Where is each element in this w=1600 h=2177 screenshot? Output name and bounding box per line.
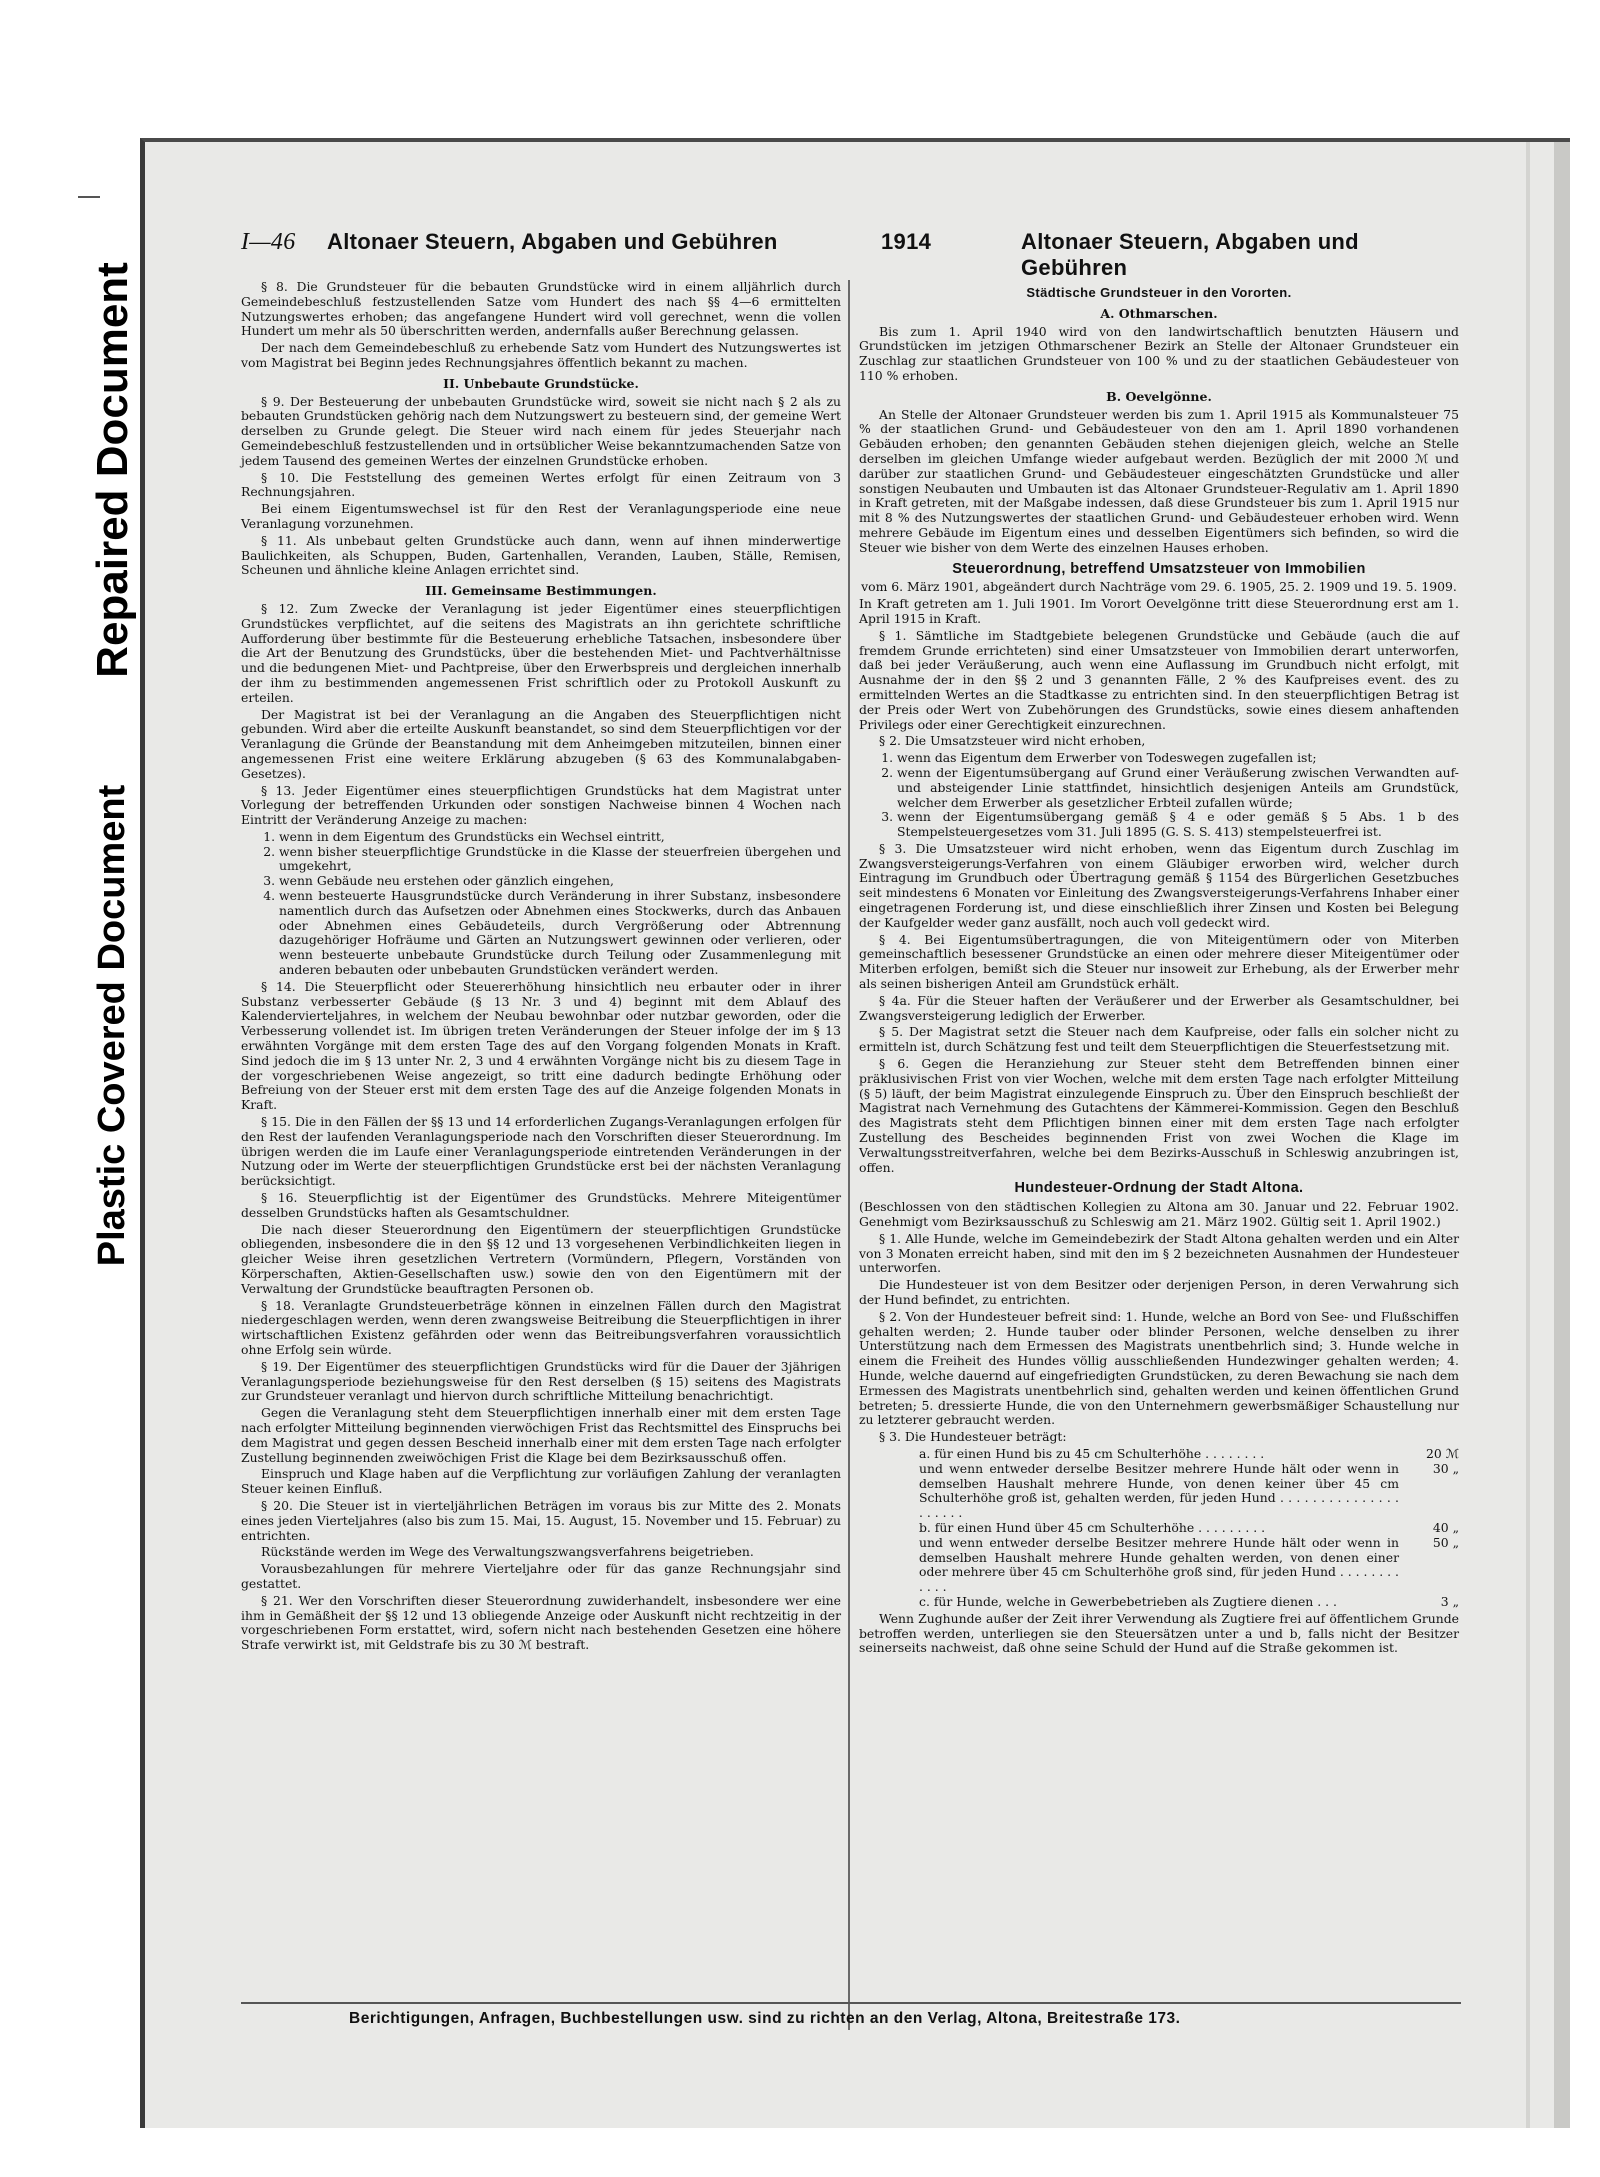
rate-row bbox=[919, 1462, 1459, 1521]
rate-row bbox=[919, 1536, 1459, 1595]
paragraph: An Stelle der Altonaer Grundsteuer werden bis zum 1. April 1915 als Kommunalsteuer 75 % der staatlichen Grund- und Gebäudesteuer von den am 1. April 1890 vorhandenen Gebäuden erhoben; den genannten Gebäuden stehen diejenigen gleich, welche an Stelle derselben im gleichen Umfange wieder aufgebaut werden. Bezüglich der mit 2000 ℳ und darüber zur staatlichen Grund- und Gebäudesteuer eingeschätzten Grundstücke und aller sonstigen Neubauten und Umbauten ist das Altonaer Grundsteuer-Regulativ am 1. April 1890 in Kraft getreten, mit der Maßgabe indessen, daß diese Grundsteuer bis zum 1. April 1915 nur mit 8 % des Nutzungswertes der staatlichen Grund- und Gebäudesteuer erhoben wird. Wenn mehrere Gebäude im Eigentum eines und desselben Eigentümers sich befinden, so wird die Steuer wie bisher von dem Werte des einzelnen Hauses erhoben. bbox=[859, 406, 1459, 555]
repaired-document-text: Repaired Document bbox=[88, 262, 138, 678]
rate-text: und wenn entweder derselbe Besitzer mehrere Hunde hält oder wenn in demselben Haushalt mehrere Hunde gehalten werden, von denen einer oder mehrere über 45 cm Schulterhöhe groß sind, für jeden Hund . . . . . . . . . . . . bbox=[919, 1534, 1399, 1595]
paragraph: § 16. Steuerpflichtig ist der Eigentümer des Grundstücks. Mehrere Miteigentümer desselben Grundstücks haften als Gesamtschuldner. bbox=[241, 1190, 841, 1220]
list-item: 3. wenn der Eigentumsübergang gemäß § 4 e oder gemäß § 5 Abs. 1 b des Stempelsteuergesetzes vom 31. Juli 1895 (G. S. S. 413) stempelsteuerfrei ist. bbox=[897, 810, 1459, 840]
paragraph: § 18. Veranlagte Grundsteuerbeträge können in einzelnen Fällen durch den Magistrat niedergeschlagen werden, wenn deren zwangsweise Beitreibung die Steuerpflichtigen in ihrer wirtschaftlichen Existenz gefährden oder wenn das Beitreibungsverfahren voraussichtlich ohne Erfolg sein würde. bbox=[241, 1297, 841, 1357]
paragraph: § 20. Die Steuer ist in vierteljährlichen Beträgen im voraus bis zur Mitte des 2. Monats eines jeden Vierteljahres (also bis zum 15. Mai, 15. August, 15. November und 15. Februar) zu entrichten. bbox=[241, 1497, 841, 1543]
paragraph: Bei einem Eigentumswechsel ist für den Rest der Veranlagungsperiode eine neue Veranlagung vorzunehmen. bbox=[241, 501, 841, 531]
running-header bbox=[241, 229, 1461, 280]
list-item: 3. wenn Gebäude neu erstehen oder gänzlich eingehen, bbox=[279, 874, 841, 889]
rate-row bbox=[919, 1521, 1459, 1536]
paragraph: § 3. Die Hundesteuer beträgt: bbox=[879, 1429, 1067, 1445]
rate-amount: 20 ℳ bbox=[1426, 1445, 1459, 1461]
footer-rule bbox=[241, 2002, 1461, 2004]
paragraph: § 6. Gegen die Heranziehung zur Steuer steht dem Betreffenden binnen einer präklusivischen Frist von vier Wochen, welche mit dem ersten Tage nach erfolgter Mitteilung (§ 5) läuft, der beim Magistrat einzulegende Einspruch zu. Über den Einspruch beschließt der Magistrat nach Vernehmung des Gutachtens der Kämmerei-Kommission. Gegen den Beschluß des Magistrats steht dem Pflichtigen binnen einer mit dem ersten Tage nach erfolgter Zustellung des Bescheides beginnenden Frist von zwei Wochen die Klage im Verwaltungsstreitverfahren, welche bei dem Bezirks-Ausschuß in Schleswig anzubringen ist, offen. bbox=[859, 1056, 1459, 1175]
paragraph: Bis zum 1. April 1940 wird von den landwirtschaftlich benutzten Häusern und Grundstücken im jetzigen Othmarschener Bezirk an Stelle der Altonaer Grundsteuer ein Zuschlag zur staatlichen Grundsteuer von 100 % und zu der staatlichen Gebäudesteuer von 110 % erhoben. bbox=[859, 323, 1459, 383]
repaired-document-label bbox=[78, 210, 148, 730]
paragraph: § 2. Die Umsatzsteuer wird nicht erhoben, bbox=[879, 733, 1146, 749]
rate-amount: 40 „ bbox=[1432, 1519, 1459, 1535]
paragraph: § 11. Als unbebaut gelten Grundstücke auch dann, wenn auf ihnen minderwertige Baulichkeiten, als Schuppen, Buden, Gartenhallen, Veranden, Lauben, Ställe, Remisen, Scheunen und ähnliche kleine Anlagen errichtet sind. bbox=[241, 532, 841, 578]
paragraph: Wenn Zughunde außer der Zeit ihrer Verwendung als Zugtiere frei auf öffentlichem Grunde betroffen werden, unterliegen sie den Steuersätzen unter a und b, falls nicht der Besitzer seinerseits nachweist, daß ohne seine Schuld der Hund auf die Straße gekommen ist. bbox=[859, 1610, 1459, 1656]
paragraph: Vorausbezahlungen für mehrere Vierteljahre oder für das ganze Rechnungsjahr sind gestattet. bbox=[241, 1561, 841, 1591]
column-divider bbox=[848, 280, 850, 2030]
section-heading: Städtische Grundsteuer in den Vororten. bbox=[1026, 285, 1292, 300]
rate-amount: 3 „ bbox=[1440, 1593, 1459, 1609]
paragraph: § 12. Zum Zwecke der Veranlagung ist jeder Eigentümer eines steuerpflichtigen Grundstückes verpflichtet, auf die seitens des Magistrats an ihn gerichtete schriftliche Aufforderung über bestimmte für die Besteuerung erhebliche Tatsachen, insbesondere über die Art der Benutzung des Grundstücks, über die bestehenden Miet- und Pachtverhältnisse und die bedungenen Miet- und Pachtpreise, über den Erwerbspreis und dergleichen innerhalb der ihm zu bestimmenden angemessenen Frist schriftlich oder zu Protokoll Auskunft zu erteilen. bbox=[241, 600, 841, 705]
list-item: 2. wenn bisher steuerpflichtige Grundstücke in die Klasse der steuerfreien übergehen und umgekehrt, bbox=[279, 845, 841, 875]
paragraph: § 9. Der Besteuerung der unbebauten Grundstücke wird, soweit sie nicht nach § 2 als zu bebauten Grundstücken gehörig nach dem Nutzungswert zu besteuern sind, der gemeine Wert derselben zu Grunde gelegt. Die Steuer wird nach einem für jedes Steuerjahr nach Gemeindebeschluß festzustellenden und in ortsüblicher Weise bekanntzumachenden Satze von jedem Tausend des gemeinen Wertes der einzelnen Grundstücke erhoben. bbox=[241, 393, 841, 468]
paragraph: Die nach dieser Steuerordnung den Eigentümern der steuerpflichtigen Grundstücke obliegenden, insbesondere die in den §§ 12 und 13 vorgesehenen Verbindlichkeiten liegen in gleicher Weise ihren gesetzlichen Vertretern (Vormündern, Pflegern, Vorständen von Körperschaften, Aktien-Gesellschaften usw.) sowie den von den Eigentümern mit der Verwaltung der Grundstücke beauftragten Personen ob. bbox=[241, 1221, 841, 1296]
list-item: 1. wenn in dem Eigentum des Grundstücks ein Wechsel eintritt, bbox=[279, 830, 841, 845]
rate-amount: 50 „ bbox=[1432, 1534, 1459, 1550]
paragraph: § 10. Die Feststellung des gemeinen Wertes erfolgt für einen Zeitraum von 3 Rechnungsjahren. bbox=[241, 469, 841, 500]
rate-text: a. für einen Hund bis zu 45 cm Schulterhöhe . . . . . . . . bbox=[919, 1445, 1265, 1461]
paragraph: § 21. Wer den Vorschriften dieser Steuerordnung zuwiderhandelt, insbesondere wer eine ihm in Gemäßheit der §§ 12 und 13 obliegende Anzeige oder Auskunft nicht rechtzeitig in der vorgeschriebenen Form erstattet, wird, sofern nicht nach bestehenden Gesetzen eine höhere Strafe verwirkt ist, mit Geldstrafe bis zu 30 ℳ bestraft. bbox=[241, 1592, 841, 1653]
paragraph: In Kraft getreten am 1. Juli 1901. Im Vorort Oevelgönne tritt diese Steuerordnung erst am 1. April 1915 in Kraft. bbox=[859, 596, 1459, 626]
left-column bbox=[241, 280, 841, 1655]
subsection-heading: A. Othmarschen. bbox=[1100, 305, 1218, 321]
publisher-footer: Berichtigungen, Anfragen, Buchbestellungen usw. sind zu richten an den Verlag, Altona, Breitestraße 173. bbox=[349, 2010, 1181, 2027]
paragraph: Rückstände werden im Wege des Verwaltungszwangsverfahrens beigetrieben. bbox=[261, 1544, 754, 1560]
subsection-heading: B. Oevelgönne. bbox=[1106, 388, 1212, 404]
scanned-page bbox=[140, 138, 1570, 2128]
numbered-list bbox=[859, 751, 1459, 840]
paragraph: § 8. Die Grundsteuer für die bebauten Grundstücke wird in einem alljährlich durch Gemeindebeschluß festzustellenden Satze vom Hundert des nach §§ 4—6 ermittelten Nutzungswertes erhoben; das angefangene Hundert wird voll gerechnet, wenn die vollen Hundert um mehr als 50 überschritten werden, andernfalls außer Berechnung gelassen. bbox=[241, 279, 841, 339]
paragraph: § 5. Der Magistrat setzt die Steuer nach dem Kaufpreise, oder falls ein solcher nicht zu ermitteln ist, durch Schätzung fest und teilt dem Steuerpflichtigen die Steuerfestsetzung mit. bbox=[859, 1024, 1459, 1055]
section-heading: II. Unbebaute Grundstücke. bbox=[443, 375, 639, 391]
numbered-list bbox=[241, 830, 841, 978]
header-right-title: Altonaer Steuern, Abgaben und Gebühren bbox=[1021, 229, 1359, 280]
section-heading: Hundesteuer-Ordnung der Stadt Altona. bbox=[1014, 1180, 1304, 1197]
plastic-covered-document-text: Plastic Covered Document bbox=[91, 784, 134, 1266]
rate-text: b. für einen Hund über 45 cm Schulterhöhe . . . . . . . . . bbox=[919, 1519, 1266, 1535]
paragraph: § 2. Von der Hundesteuer befreit sind: 1. Hunde, welche an Bord von See- und Flußschiffen gehalten werden; 2. Hunde tauber oder blinder Personen, welche denselben zu ihrer Unterstützung nach dem Ermessen des Magistrats unentbehrlich sind; 3. Hunde welche in einem die Freiheit des Hundes völlig ausschließenden Hundezwinger gehalten werden; 4. Hunde, welche dauernd auf eingefriedigten Grundstücken, zu deren Bewachung sie nach dem Ermessen des Magistrats unentbehrlich sind, gehalten werden und keinen öffentlichen Grund betreten; 5. dressierte Hunde, die von den Unternehmern gewerbsmäßiger Schaustellung nur zu letzterer gebraucht werden. bbox=[859, 1308, 1459, 1428]
paragraph: § 13. Jeder Eigentümer eines steuerpflichtigen Grundstücks hat dem Magistrat unter Vorlegung der betreffenden Urkunden oder sonstigen Nachweise binnen 4 Wochen nach Eintritt der Veränderung Anzeige zu machen: bbox=[241, 782, 841, 828]
list-item: 2. wenn der Eigentumsübergang auf Grund einer Veräußerung zwischen Verwandten auf- und absteigender Linie stattfindet, hinsichtlich desjenigen Anteils am Grundstück, welcher dem Erwerber als gesetzlicher Erbteil zufallen würde; bbox=[897, 766, 1459, 810]
paragraph: § 4a. Für die Steuer haften der Veräußerer und der Erwerber als Gesamtschuldner, bei Zwangsversteigerung lediglich der Erwerber. bbox=[859, 992, 1459, 1023]
ordinance-note: (Beschlossen von den städtischen Kollegien zu Altona am 30. Januar und 22. Februar 1902. Genehmigt vom Bezirksausschuß zu Schleswig am 21. März 1902. Gültig seit 1. April 1902.) bbox=[859, 1199, 1459, 1230]
paragraph: Die Hundesteuer ist von dem Besitzer oder derjenigen Person, in deren Verwahrung sich der Hund befindet, zu entrichten. bbox=[859, 1277, 1459, 1307]
ordinance-dates: vom 6. März 1901, abgeändert durch Nachträge vom 29. 6. 1905, 25. 2. 1909 und 19. 5. 1909. bbox=[861, 579, 1457, 595]
list-item: 1. wenn das Eigentum dem Erwerber von Todeswegen zugefallen ist; bbox=[897, 751, 1459, 766]
header-year: 1914 bbox=[881, 229, 932, 254]
paragraph: § 14. Die Steuerpflicht oder Steuererhöhung hinsichtlich neu erbauter oder in ihrer Substanz verbesserter Gebäude (§ 13 Nr. 3 und 4) beginnt mit dem Ablauf des Kalendervierteljahres, in welchem der Neubau bewohnbar oder nutzbar geworden, oder die Verbesserung vollendet ist. Im übrigen treten Veränderungen der Steuer infolge der im § 13 erwähnten Vorgänge mit dem ersten Tage des auf den Vorgang folgenden Monats in Kraft. Sind jedoch die im § 13 unter Nr. 2, 3 und 4 erwähnten Vorgänge nicht bis zu diesem Tage in der vorgeschriebenen Weise angezeigt, so tritt eine dadurch bedingte Erhöhung oder Befreiung von der Steuer erst mit dem ersten Tage des auf die Anzeige folgenden Monats in Kraft. bbox=[241, 978, 841, 1113]
scan-edge-line bbox=[1526, 142, 1530, 2128]
plastic-covered-document-label bbox=[78, 745, 148, 1305]
paragraph: Der nach dem Gemeindebeschluß zu erhebende Satz vom Hundert des Nutzungswertes ist vom Magistrat bei Beginn jedes Rechnungsjahres öffentlich bekannt zu machen. bbox=[241, 340, 841, 370]
page-number: I—46 bbox=[241, 229, 296, 255]
rate-row bbox=[919, 1447, 1459, 1462]
paragraph: § 3. Die Umsatzsteuer wird nicht erhoben, wenn das Eigentum durch Zuschlag im Zwangsversteigerungs-Verfahren von einem Gläubiger erworben wird, welcher durch Eintragung im Grundbuch oder Übertragung gemäß § 1154 des Bürgerlichen Gesetzbuches seit mindestens 6 Monaten vor Einleitung des Zwangsversteigerungs-Verfahrens Inhaber einer eingetragenen Forderung ist, und diese einschließlich ihrer Zinsen und Kosten bei Belegung der Kaufgelder weder ganz ausfällt, noch auch voll gedeckt wird. bbox=[859, 840, 1459, 930]
paragraph: § 1. Alle Hunde, welche im Gemeindebezirk der Stadt Altona gehalten werden und ein Alter von 3 Monaten erreicht haben, sind mit den im § 2 bezeichneten Ausnahmen der Hundesteuer unterworfen. bbox=[859, 1230, 1459, 1276]
paragraph: Der Magistrat ist bei der Veranlagung an die Angaben des Steuerpflichtigen nicht gebunden. Wird aber die erteilte Auskunft beanstandet, so sind dem Steuerpflichtigen vor der Veranlagung die Gründe der Beanstandung mit dem Anheimgeben mitzuteilen, binnen einer angemessenen Frist eine weitere Erklärung abzugeben (§ 63 des Kommunalabgaben-Gesetzes). bbox=[241, 706, 841, 781]
rate-amount: 30 „ bbox=[1432, 1460, 1459, 1476]
section-heading: III. Gemeinsame Bestimmungen. bbox=[425, 583, 657, 599]
header-left-title: Altonaer Steuern, Abgaben und Gebühren bbox=[327, 229, 778, 254]
paragraph: Einspruch und Klage haben auf die Verpflichtung zur vorläufigen Zahlung der veranlagten Steuer keinen Einfluß. bbox=[241, 1466, 841, 1497]
paragraph: Gegen die Veranlagung steht dem Steuerpflichtigen innerhalb einer mit dem ersten Tage nach erfolgter Mitteilung beginnenden vierwöchigen Frist das Rechtsmittel des Einspruchs bei dem Magistrat und gegen dessen Bescheid innerhalb einer mit dem ersten Tage nach erfolgter Zustellung beginnenden zweiwöchigen Frist die Klage bei dem Bezirksausschuß offen. bbox=[241, 1405, 841, 1465]
edge-mark bbox=[78, 196, 100, 198]
rate-text: und wenn entweder derselbe Besitzer mehrere Hunde hält oder wenn in demselben Haushalt mehrere Hunde, von denen keiner über 45 cm Schulterhöhe groß ist, gehalten werden, für jeden Hund . . . . . . . . . . . . . . . . . . . . . bbox=[919, 1460, 1399, 1521]
paragraph: § 1. Sämtliche im Stadtgebiete belegenen Grundstücke und Gebäude (auch die auf fremdem Grunde errichteten) sind einer Umsatzsteuer von Immobilien derart unterworfen, daß bei jeder Veräußerung, auch wenn eine Auflassung im Grundbuch nicht erfolgt, mit Ausnahme der in den §§ 2 und 3 genannten Fälle, 2 % des Kaufpreises event. des zu ermittelnden Wertes an die Stadtkasse zu entrichten sind. In den steuerpflichtigen Betrag ist der Preis oder Wert von Zubehörungen des Grundstücks, sowie eines diesem anhaftenden Privilegs oder einer Gerechtigkeit einzurechnen. bbox=[859, 627, 1459, 732]
right-column bbox=[859, 280, 1459, 1658]
list-item: 4. wenn besteuerte Hausgrundstücke durch Veränderung in ihrer Substanz, insbesondere namentlich durch das Aufsetzen oder Abnehmen eines Stockwerks, durch das Anbauen oder Abnehmen eines Gebäudeteils, durch Vergrößerung oder Abtrennung dazugehöriger Hofräume und Gärten an Nutzungswert gewinnen oder verlieren, oder wenn besteuerte unbebaute Grundstücke durch Teilung oder Zusammenlegung mit anderen bebauten oder unbebauten Grundstücken verändert werden. bbox=[279, 889, 841, 978]
document-page bbox=[171, 184, 1459, 2114]
rate-list bbox=[859, 1447, 1459, 1610]
section-heading: Steuerordnung, betreffend Umsatzsteuer von Immobilien bbox=[952, 560, 1366, 577]
paragraph: § 15. Die in den Fällen der §§ 13 und 14 erforderlichen Zugangs-Veranlagungen erfolgen für den Rest der laufenden Veranlagungsperiode nach den Vorschriften dieser Steuerordnung. Im übrigen werden die im Laufe einer Veranlagungsperiode eintretenden Veränderungen in der Nutzung oder im Werte der steuerpflichtigen Grundstücke erst bei der nächsten Veranlagung berücksichtigt. bbox=[241, 1114, 841, 1189]
paragraph: § 4. Bei Eigentumsübertragungen, die von Miteigentümern oder von Miterben gemeinschaftlich besessener Grundstücke an einen oder mehrere dieser Miteigentümer oder Miterben erfolgen, bemißt sich die Steuer nur insoweit zur Erhebung, als der Erwerber mehr als seinen bisherigen Anteil am Grundstück erhält. bbox=[859, 931, 1459, 992]
rate-row bbox=[919, 1595, 1459, 1610]
paragraph: § 19. Der Eigentümer des steuerpflichtigen Grundstücks wird für die Dauer der 3jährigen Veranlagungsperiode beziehungsweise für den Rest derselben (§ 15) seitens des Magistrats zur Grundsteuer veranlagt und hiervon durch schriftliche Mitteilung benachrichtigt. bbox=[241, 1358, 841, 1404]
scan-edge bbox=[1554, 142, 1570, 2128]
rate-text: c. für Hunde, welche in Gewerbebetrieben als Zugtiere dienen . . . bbox=[919, 1593, 1337, 1609]
